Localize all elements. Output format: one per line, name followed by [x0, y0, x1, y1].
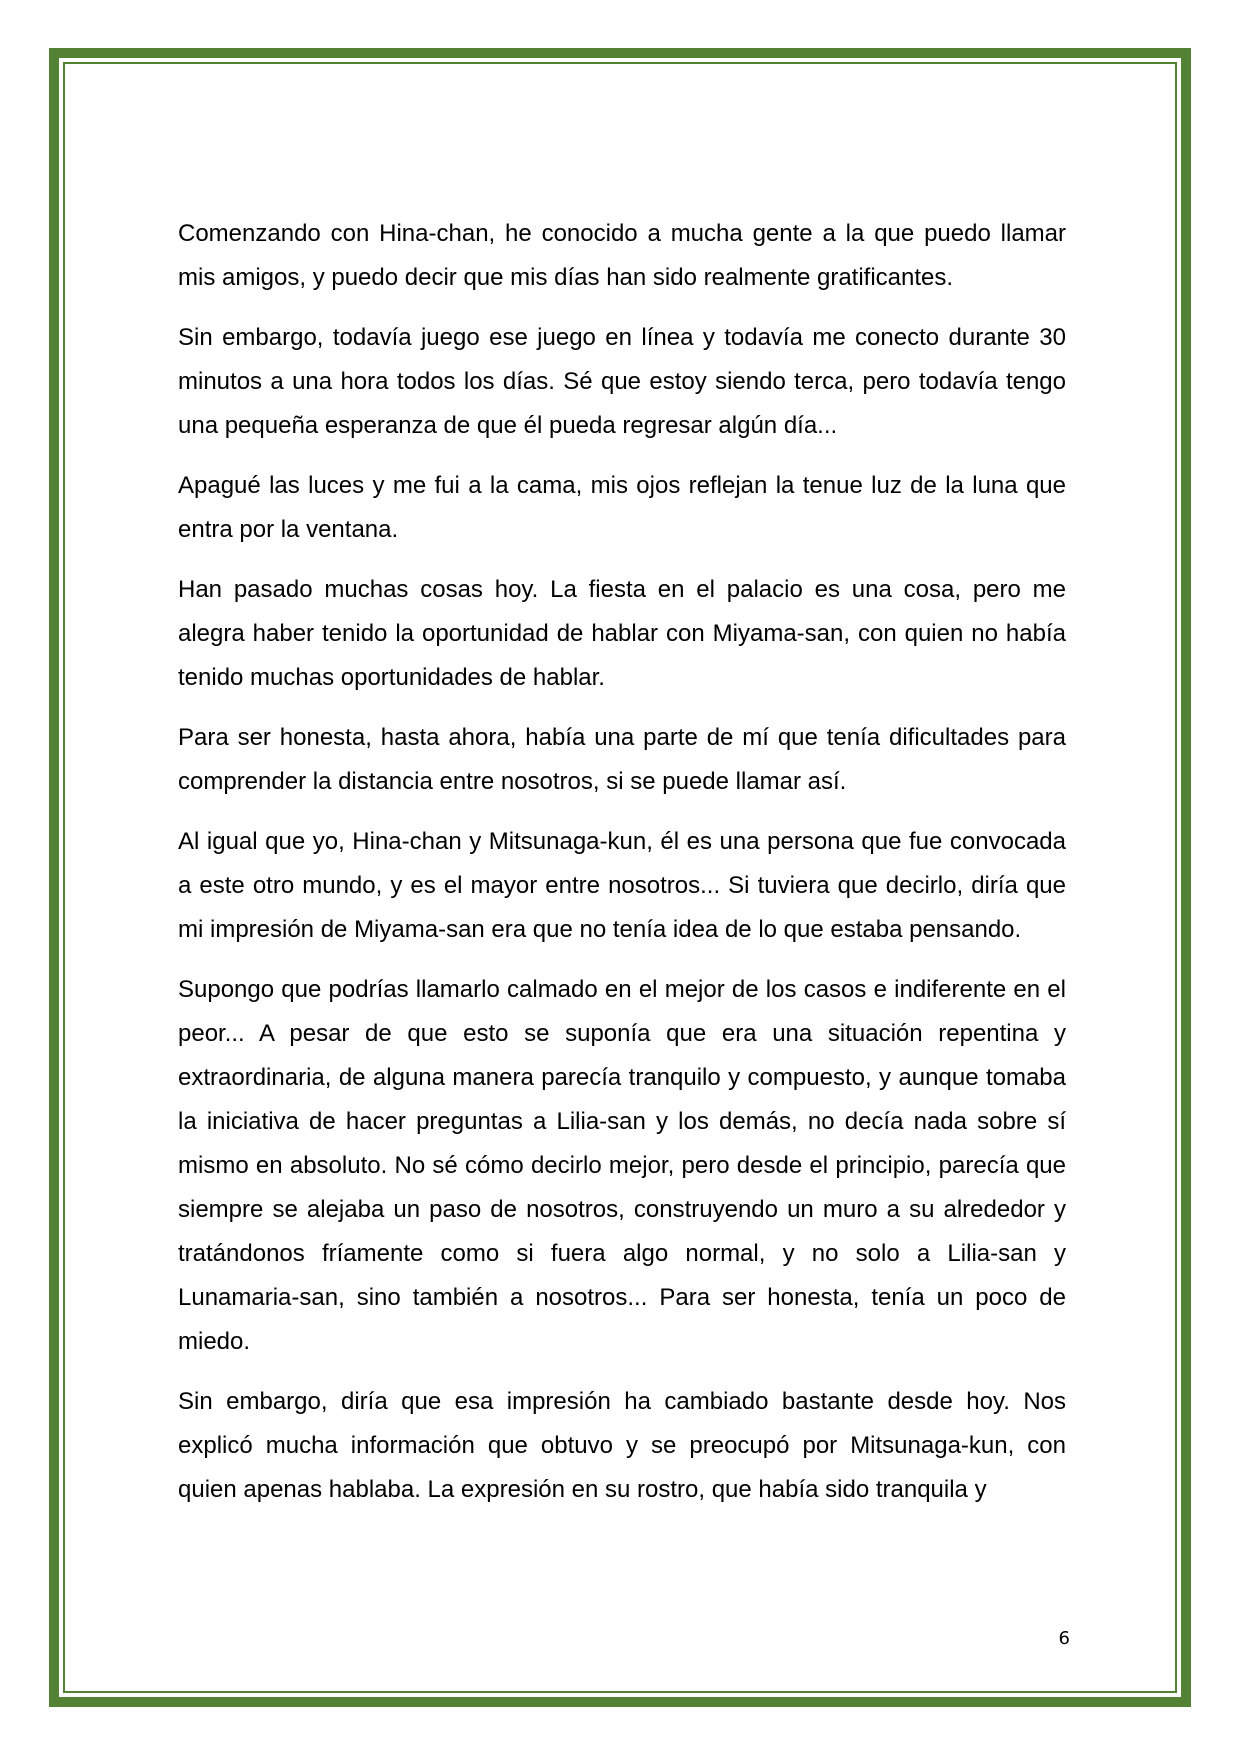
page-number: 6 [1058, 1628, 1070, 1649]
paragraph: Supongo que podrías llamarlo calmado en el mejor de los casos e indiferente en el peor... A pesar de que esto se suponía que era una situación repentina y extraordinaria, de alguna manera parecía tranquilo y compuesto, y aunque tomaba la iniciativa de hacer preguntas a Lilia-san y los demás, no decía nada sobre sí mismo en absoluto. No sé cómo decirlo mejor, pero desde el principio, parecía que siempre se alejaba un paso de nosotros, construyendo un muro a su alrededor y tratándonos fríamente como si fuera algo normal, y no solo a Lilia-san y Lunamaria-san, sino también a nosotros... Para ser honesta, tenía un poco de miedo. [178, 976, 1066, 1355]
paragraph: Sin embargo, todavía juego ese juego en línea y todavía me conecto durante 30 minutos a una hora todos los días. Sé que estoy siendo terca, pero todavía tengo una pequeña esperanza de que él pueda regresar algún día... [178, 324, 1066, 439]
paragraph: Sin embargo, diría que esa impresión ha cambiado bastante desde hoy. Nos explicó mucha información que obtuvo y se preocupó por Mitsunaga-kun, con quien apenas hablaba. La expresión en su rostro, que había sido tranquila y [178, 1388, 1066, 1503]
paragraph: Al igual que yo, Hina-chan y Mitsunaga-kun, él es una persona que fue convocada a este otro mundo, y es el mayor entre nosotros... Si tuviera que decirlo, diría que mi impresión de Miyama-san era que no tenía idea de lo que estaba pensando. [178, 828, 1066, 943]
page-body [178, 212, 1066, 1528]
paragraph: Apagué las luces y me fui a la cama, mis ojos reflejan la tenue luz de la luna que entra por la ventana. [178, 472, 1066, 543]
paragraph: Para ser honesta, hasta ahora, había una parte de mí que tenía dificultades para comprender la distancia entre nosotros, si se puede llamar así. [178, 724, 1066, 795]
paragraph: Comenzando con Hina-chan, he conocido a mucha gente a la que puedo llamar mis amigos, y puedo decir que mis días han sido realmente gratificantes. [178, 220, 1066, 291]
paragraph: Han pasado muchas cosas hoy. La fiesta en el palacio es una cosa, pero me alegra haber tenido la oportunidad de hablar con Miyama-san, con quien no había tenido muchas oportunidades de hablar. [178, 576, 1066, 691]
